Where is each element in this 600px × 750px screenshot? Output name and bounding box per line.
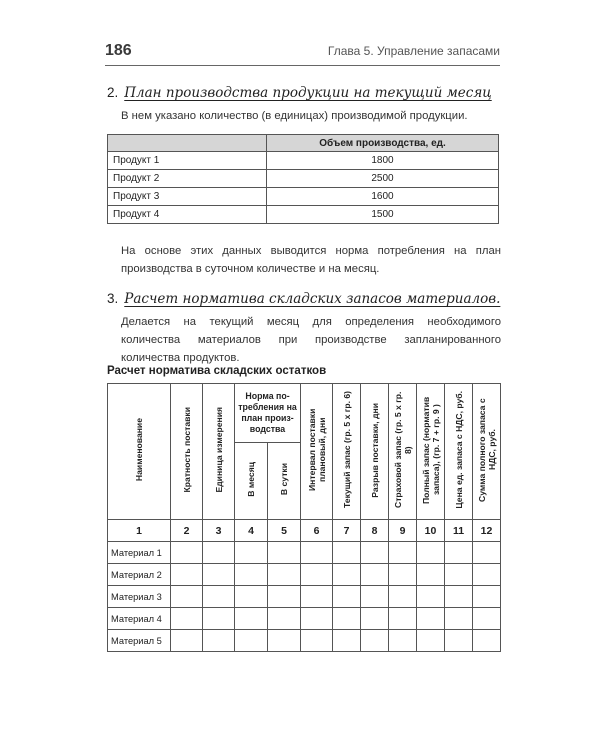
production-table-header: Объем производства, ед. bbox=[267, 135, 499, 152]
table-row bbox=[108, 564, 501, 586]
col-header-full-stock: Полный запас (норматив запаса), (гр. 7 + гр. 9 ) bbox=[417, 384, 445, 520]
table-row bbox=[108, 188, 499, 206]
section-2-title: План производства продукции на текущий месяц bbox=[124, 85, 492, 101]
section-3-heading bbox=[107, 291, 500, 307]
column-number: 7 bbox=[333, 520, 361, 542]
col-header-current-stock: Текущий запас (гр. 5 х гр. 6) bbox=[333, 384, 361, 520]
col-header-safety-stock: Страховой запас (гр. 5 х гр. 8) bbox=[389, 384, 417, 520]
column-number: 4 bbox=[235, 520, 268, 542]
column-number: 8 bbox=[361, 520, 389, 542]
material-name: Материал 4 bbox=[108, 608, 171, 630]
col-header-delivery-multiplicity: Кратность поставки bbox=[171, 384, 203, 520]
section-2-intro: В нем указано количество (в единицах) производимой продукции. bbox=[121, 110, 468, 122]
column-number: 2 bbox=[171, 520, 203, 542]
section-3-text: Делается на текущий месяц для определения необходимого количества материалов при производстве запланированного количества продуктов. bbox=[121, 316, 501, 364]
col-header-total-sum: Сумма полного запаса с НДС, руб. bbox=[473, 384, 501, 520]
table-row bbox=[108, 608, 501, 630]
section-3-number: 3. bbox=[107, 291, 119, 306]
page-number: 186 bbox=[105, 42, 132, 59]
product-volume: 1600 bbox=[267, 188, 499, 206]
table-row bbox=[108, 586, 501, 608]
col-header-unit-price: Цена ед. запаса с НДС, руб. bbox=[445, 384, 473, 520]
column-number: 6 bbox=[301, 520, 333, 542]
column-number: 5 bbox=[268, 520, 301, 542]
product-name: Продукт 4 bbox=[108, 206, 267, 224]
column-number: 12 bbox=[473, 520, 501, 542]
product-volume: 1500 bbox=[267, 206, 499, 224]
stock-norm-table bbox=[107, 383, 501, 652]
production-plan-table bbox=[107, 134, 499, 224]
col-header-per-month: В месяц bbox=[235, 443, 268, 520]
column-number: 1 bbox=[108, 520, 171, 542]
table-row bbox=[108, 170, 499, 188]
header-divider bbox=[105, 65, 500, 66]
column-number: 3 bbox=[203, 520, 235, 542]
material-name: Материал 1 bbox=[108, 542, 171, 564]
table-row bbox=[108, 152, 499, 170]
table-row bbox=[108, 630, 501, 652]
norm-table-caption: Расчет норматива складских остатков bbox=[107, 365, 327, 377]
material-name: Материал 5 bbox=[108, 630, 171, 652]
col-header-name: Наименование bbox=[108, 384, 171, 520]
product-name: Продукт 1 bbox=[108, 152, 267, 170]
product-volume: 1800 bbox=[267, 152, 499, 170]
section-2-number: 2. bbox=[107, 85, 119, 100]
col-header-per-day: В сутки bbox=[268, 443, 301, 520]
product-name: Продукт 3 bbox=[108, 188, 267, 206]
material-name: Материал 2 bbox=[108, 564, 171, 586]
chapter-title: Глава 5. Управление запасами bbox=[327, 44, 500, 58]
product-name: Продукт 2 bbox=[108, 170, 267, 188]
column-number-row bbox=[108, 520, 501, 542]
col-header-unit: Единица измерения bbox=[203, 384, 235, 520]
col-header-delivery-gap: Разрыв поставки, дни bbox=[361, 384, 389, 520]
table-row bbox=[108, 542, 501, 564]
material-name: Материал 3 bbox=[108, 586, 171, 608]
product-volume: 2500 bbox=[267, 170, 499, 188]
section-2-after-text: На основе этих данных выводится норма потребления на план производства в суточном количестве и на месяц. bbox=[121, 245, 501, 275]
section-3-title: Расчет норматива складских запасов материалов. bbox=[124, 291, 501, 307]
section-2-heading bbox=[107, 85, 492, 101]
column-number: 9 bbox=[389, 520, 417, 542]
column-number: 11 bbox=[445, 520, 473, 542]
column-number: 10 bbox=[417, 520, 445, 542]
col-header-delivery-interval: Интервал поставки плановый, дни bbox=[301, 384, 333, 520]
col-header-consumption-norm: Норма по-требления на план произ-водства bbox=[235, 384, 301, 443]
production-table-empty-header bbox=[108, 135, 267, 152]
table-row bbox=[108, 206, 499, 224]
